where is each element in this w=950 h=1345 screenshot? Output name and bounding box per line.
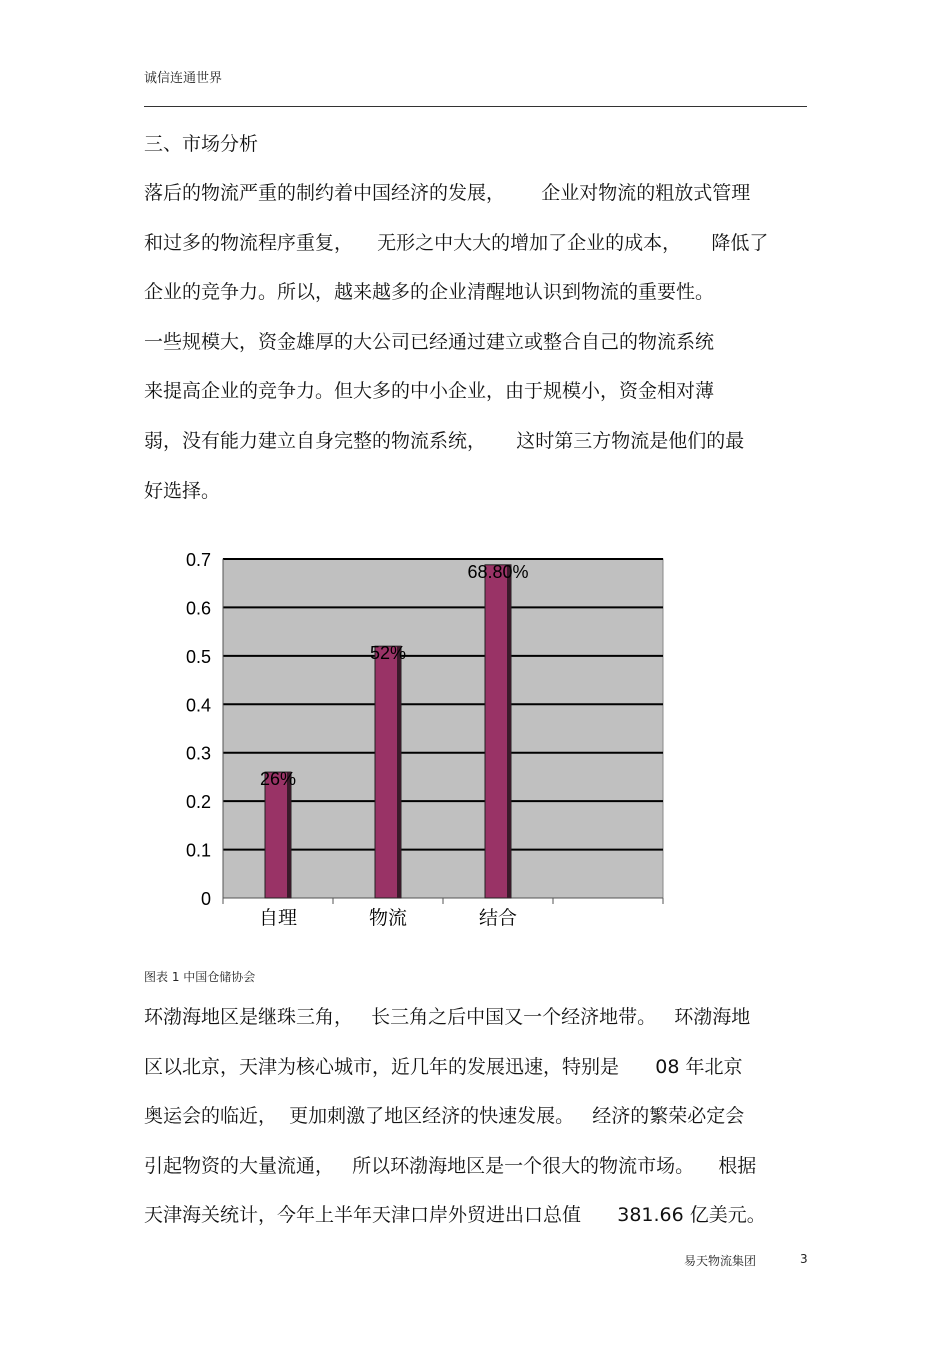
y-tick-label: 0 xyxy=(200,889,211,909)
page-number: 3 xyxy=(800,1252,808,1266)
y-tick-label: 0.3 xyxy=(185,743,211,764)
data-label: 68.80% xyxy=(467,561,529,582)
text-line: 天津海关统计，今年上半年天津口岸外贸进出口总值 381.66 亿美元。 xyxy=(144,1204,766,1227)
text-line: 奥运会的临近， 更加刺激了地区经济的快速发展。 经济的繁荣必定会 xyxy=(144,1105,745,1128)
text-line: 一些规模大，资金雄厚的大公司已经通过建立或整合自己的物流系统 xyxy=(144,330,715,353)
paragraph-bohai-region xyxy=(144,1004,824,1252)
y-tick-label: 0.5 xyxy=(185,646,211,667)
text-line: 环渤海地区是继珠三角， 长三角之后中国又一个经济地带。 环渤海地 xyxy=(144,1006,751,1028)
x-tick-label: 自理 xyxy=(258,907,298,929)
text-line: 来提高企业的竞争力。但大多的中小企业，由于规模小，资金相对薄 xyxy=(144,380,715,403)
text-line: 区以北京，天津为核心城市，近几年的发展迅速，特别是 08 年北京 xyxy=(144,1055,743,1078)
header-divider xyxy=(144,106,807,107)
y-tick-label: 0.1 xyxy=(185,840,211,861)
bar-shadow xyxy=(397,646,401,898)
x-tick-label: 物流 xyxy=(368,907,408,929)
data-label: 26% xyxy=(259,769,297,790)
text-line: 落后的物流严重的制约着中国经济的发展， 企业对物流的粗放式管理 xyxy=(144,182,751,204)
text-line: 和过多的物流程序重复， 无形之中大大的增加了企业的成本， 降低了 xyxy=(144,231,769,254)
section-title: 三、市场分析 xyxy=(144,133,259,155)
text-line: 弱，没有能力建立自身完整的物流系统， 这时第三方物流是他们的最 xyxy=(144,429,745,452)
x-tick-label: 结合 xyxy=(478,907,518,929)
figure-caption: 图表 1 中国仓储协会 xyxy=(144,970,256,984)
footer-company: 易天物流集团 xyxy=(684,1254,757,1268)
y-tick-label: 0.6 xyxy=(185,598,211,619)
text-line: 企业的竞争力。所以，越来越多的企业清醒地认识到物流的重要性。 xyxy=(144,281,715,304)
text-line: 引起物资的大量流通， 所以环渤海地区是一个很大的物流市场。 根据 xyxy=(144,1154,757,1177)
y-tick-label: 0.4 xyxy=(185,695,211,716)
y-tick-label: 0.7 xyxy=(185,550,211,570)
bar-chart xyxy=(0,540,950,940)
data-label: 52% xyxy=(369,643,407,664)
bar-chart-svg xyxy=(0,540,950,940)
page-header: 诚信连通世界 xyxy=(144,71,223,86)
y-tick-label: 0.2 xyxy=(185,792,211,813)
paragraph-market-intro xyxy=(144,180,824,527)
text-line: 好选择。 xyxy=(144,479,221,502)
bar-shadow xyxy=(287,772,291,898)
bar-shadow xyxy=(507,565,511,898)
